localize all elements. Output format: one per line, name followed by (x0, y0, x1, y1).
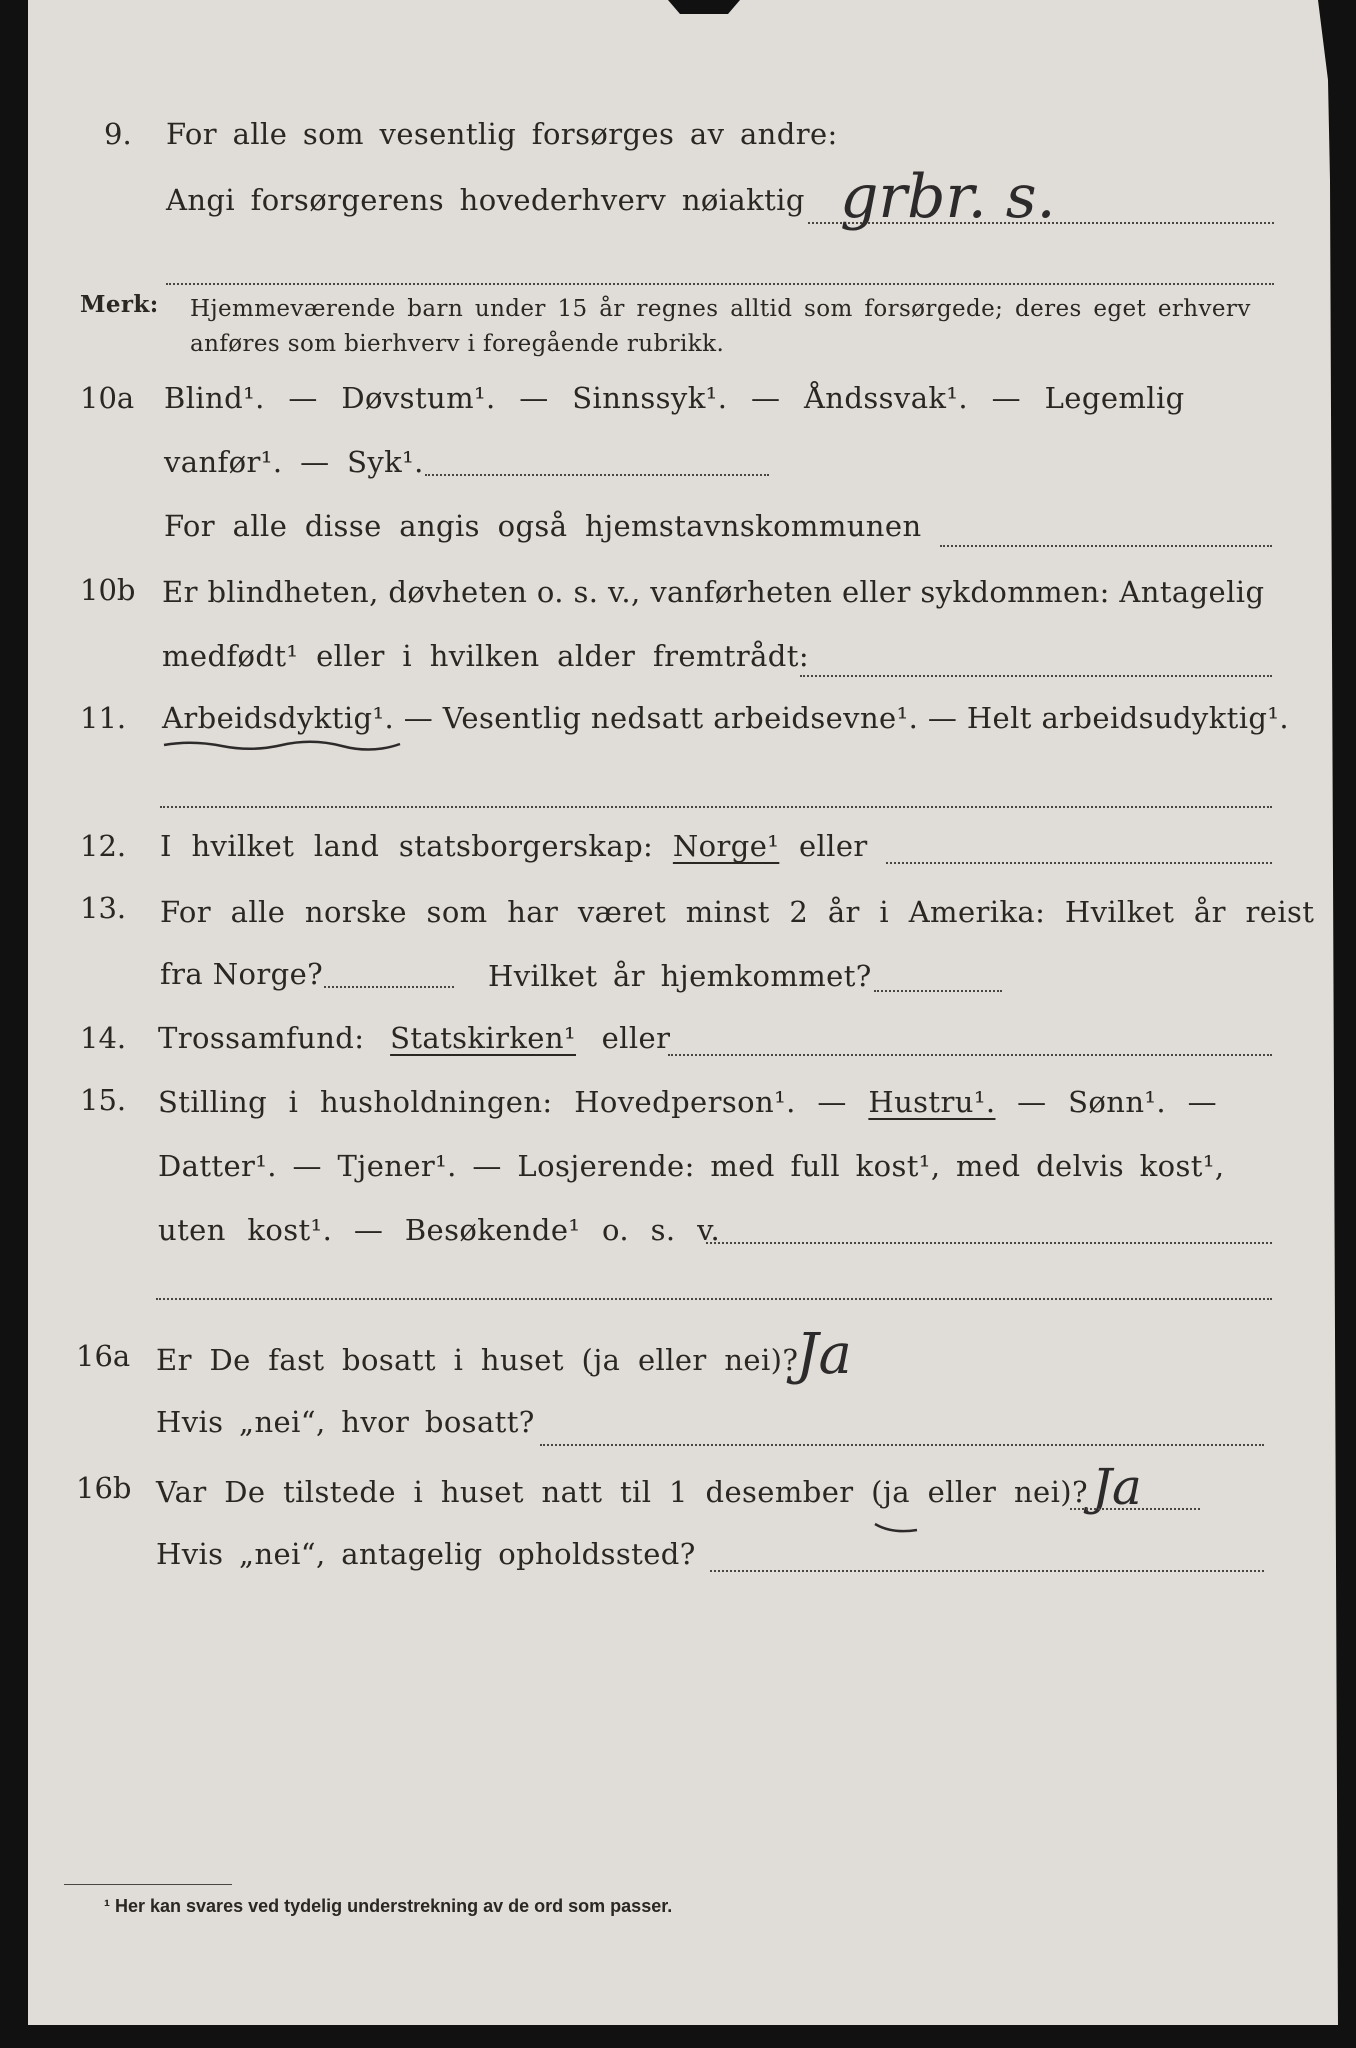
q14-line (158, 1021, 671, 1055)
q16b-answer-line (1070, 1508, 1200, 1510)
q16b-line1 (156, 1475, 1088, 1509)
q12-eller: eller (798, 829, 868, 863)
q16b-ja-handwritten-mark (872, 1520, 922, 1536)
q15-option-hustru: Hustru¹. (868, 1085, 996, 1119)
q14-other-line (668, 1054, 1272, 1056)
q10b-number: 10b (80, 573, 136, 607)
merk-line1: Hjemmeværende barn under 15 år regnes alltid som forsørgede; deres eget erhverv (190, 296, 1251, 322)
q16a-number: 16a (76, 1339, 131, 1373)
q10b-line1: Er blindheten, døvheten o. s. v., vanførheten eller sykdommen: Antagelig (162, 575, 1265, 609)
q14-question: Trossamfund: (158, 1021, 365, 1055)
q9-number: 9. (104, 117, 132, 151)
footnote-rule (64, 1884, 232, 1885)
q16b-handwritten-answer: Ja (1092, 1458, 1142, 1516)
q10a-number: 10a (80, 381, 135, 415)
q16b-number: 16b (76, 1471, 132, 1505)
q13-line2b: Hvilket år hjemkommet? (488, 959, 872, 993)
q16b-line1a: Var De tilstede i huset natt til 1 desember ( (156, 1475, 883, 1509)
q11-options-rest: — Vesentlig nedsatt arbeidsevne¹. — Helt arbeidsudyktig¹. (403, 701, 1290, 735)
q9-extra-line (166, 283, 1274, 285)
footnote: ¹ Her kan svares ved tydelig understrekning av de ord som passer. (104, 1896, 673, 1916)
merk-label: Merk: (80, 291, 159, 318)
q15-extra-line (156, 1298, 1272, 1300)
q9-line1: For alle som vesentlig forsørges av andre: (166, 117, 838, 151)
q13-line1: For alle norske som har været minst 2 år i Amerika: Hvilket år reist (160, 895, 1315, 929)
q15-line1 (158, 1085, 1218, 1119)
q11-handwritten-underline (162, 738, 402, 752)
merk-line2: anføres som bierhverv i foregående rubrikk. (190, 331, 725, 357)
q15-number: 15. (80, 1083, 127, 1117)
q10a-line1: Blind¹. — Døvstum¹. — Sinnssyk¹. — Åndssvak¹. — Legemlig (164, 381, 1185, 415)
q16a-handwritten-answer: Ja (796, 1322, 852, 1387)
q16b-option-ja: ja (882, 1475, 910, 1509)
q16b-line2: Hvis „nei“, antagelig opholdssted? (156, 1537, 696, 1571)
q11-extra-line (160, 806, 1272, 808)
q15-line2: Datter¹. — Tjener¹. — Losjerende: med full kost¹, med delvis kost¹, (158, 1149, 1225, 1183)
q15-line1c: — Sønn¹. — (1017, 1085, 1218, 1119)
q13-reist-line (324, 986, 454, 988)
q15-besokende-line (706, 1242, 1272, 1244)
q11-number: 11. (80, 701, 127, 735)
q11-options (162, 701, 1290, 735)
q16b-oppholdssted-line (710, 1570, 1264, 1572)
q16a-line1: Er De fast bosatt i huset (ja eller nei)? (156, 1343, 799, 1377)
q16a-line2: Hvis „nei“, hvor bosatt? (156, 1405, 535, 1439)
q13-line2a: fra Norge? (160, 957, 324, 991)
q16b-line1c: eller nei)? (909, 1475, 1088, 1509)
q10a-kommune-line (940, 545, 1272, 547)
q14-option-statskirken: Statskirken¹ (390, 1021, 576, 1055)
q14-number: 14. (80, 1021, 127, 1055)
q12-option-norge: Norge¹ (672, 829, 780, 863)
q11-option-arbeidsdyktig: Arbeidsdyktig¹. (162, 701, 395, 735)
q15-line3: uten kost¹. — Besøkende¹ o. s. v. (158, 1213, 721, 1247)
q10a-line2: vanfør¹. — Syk¹. (164, 445, 424, 479)
q10b-age-line (800, 675, 1272, 677)
q10b-line2: medfødt¹ eller i hvilken alder fremtrådt: (162, 639, 809, 673)
q12-line (160, 829, 868, 863)
q13-number: 13. (80, 891, 127, 925)
q10a-syk-line (425, 474, 769, 476)
q10a-line3: For alle disse angis også hjemstavnskommunen (164, 509, 922, 543)
q15-line1a: Stilling i husholdningen: Hovedperson¹. — (158, 1085, 847, 1119)
q12-question: I hvilket land statsborgerskap: (160, 829, 654, 863)
q12-other-country-line (886, 862, 1272, 864)
q12-number: 12. (80, 829, 127, 863)
q9-handwritten-answer: grbr. s. (840, 162, 1056, 232)
q16a-bosatt-line (540, 1444, 1264, 1446)
q9-line2: Angi forsørgerens hovederhverv nøiaktig (166, 183, 805, 217)
q13-hjemkommet-line (874, 990, 1002, 992)
q14-eller: eller (601, 1021, 671, 1055)
